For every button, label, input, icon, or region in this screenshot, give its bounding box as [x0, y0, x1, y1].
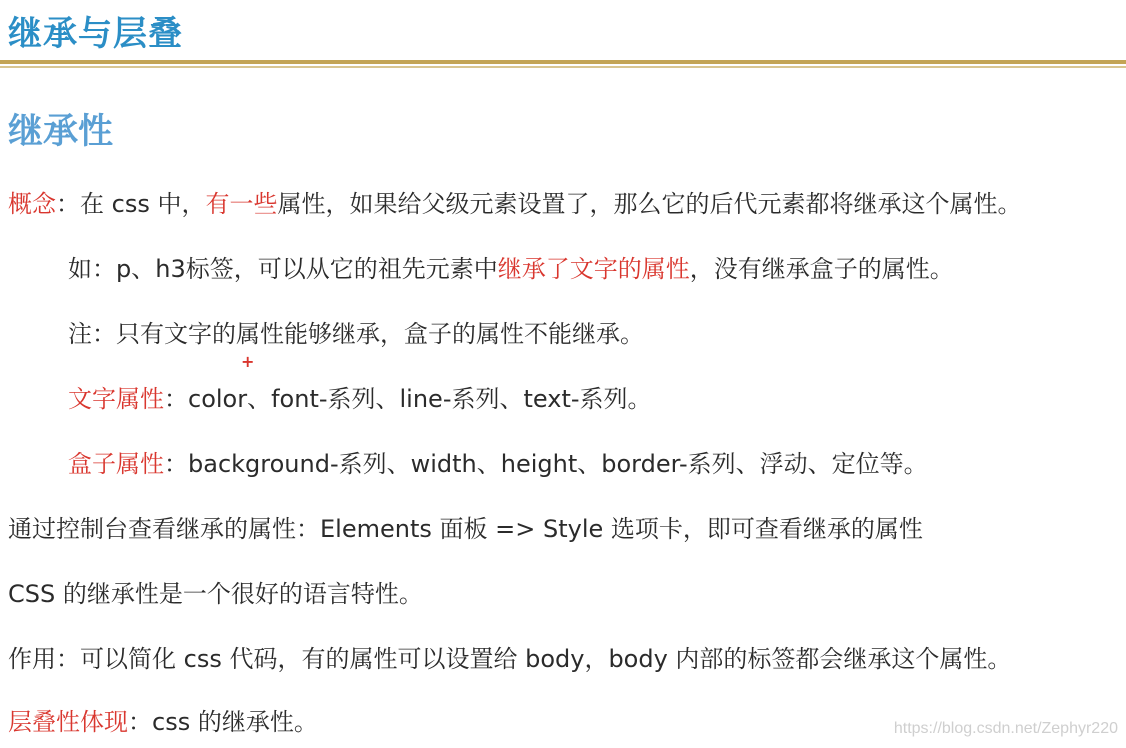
concept-text-2: 属性，如果给父级元素设置了，那么它的后代元素都将继承这个属性。: [277, 190, 1022, 218]
concept-line: [8, 188, 1021, 220]
watermark: https://blog.csdn.net/Zephyr220: [893, 720, 1118, 737]
text-props-line: [68, 383, 652, 415]
slide-title: 继承与层叠: [8, 14, 183, 54]
text-props-label: 文字属性: [68, 385, 164, 413]
section-title: 继承性: [8, 112, 114, 152]
cascade-label: 层叠性体现: [8, 708, 128, 736]
example-text-1: 如：p、h3标签，可以从它的祖先元素中: [68, 255, 498, 283]
example-text-2: ，没有继承盒子的属性。: [689, 255, 954, 283]
note-line: 注：只有文字的属性能够继承，盒子的属性不能继承。: [68, 320, 644, 348]
concept-label: 概念: [8, 190, 56, 218]
cascade-line: [8, 706, 318, 738]
title-divider-secondary: [0, 66, 1126, 68]
cascade-text: ：css 的继承性。: [128, 708, 318, 736]
box-props-text: ：background-系列、width、height、border-系列、浮动、定位等。: [164, 450, 928, 478]
box-props-label: 盒子属性: [68, 450, 164, 478]
example-highlight: 继承了文字的属性: [497, 255, 690, 283]
text-props-text: ：color、font-系列、line-系列、text-系列。: [164, 385, 652, 413]
devtools-line: 通过控制台查看继承的属性：Elements 面板 => Style 选项卡，即可查看继承的属性: [8, 515, 923, 543]
concept-text-1: ：在 css 中，: [56, 190, 206, 218]
inheritance-good-line: CSS 的继承性是一个很好的语言特性。: [8, 580, 423, 608]
usage-line: 作用：可以简化 css 代码，有的属性可以设置给 body，body 内部的标签都会继承这个属性。: [8, 645, 1012, 673]
example-line: [68, 253, 954, 285]
cursor-plus-mark: +: [241, 352, 255, 371]
concept-highlight: 有一些: [205, 190, 278, 218]
box-props-line: [68, 448, 928, 480]
title-divider: [0, 60, 1126, 64]
